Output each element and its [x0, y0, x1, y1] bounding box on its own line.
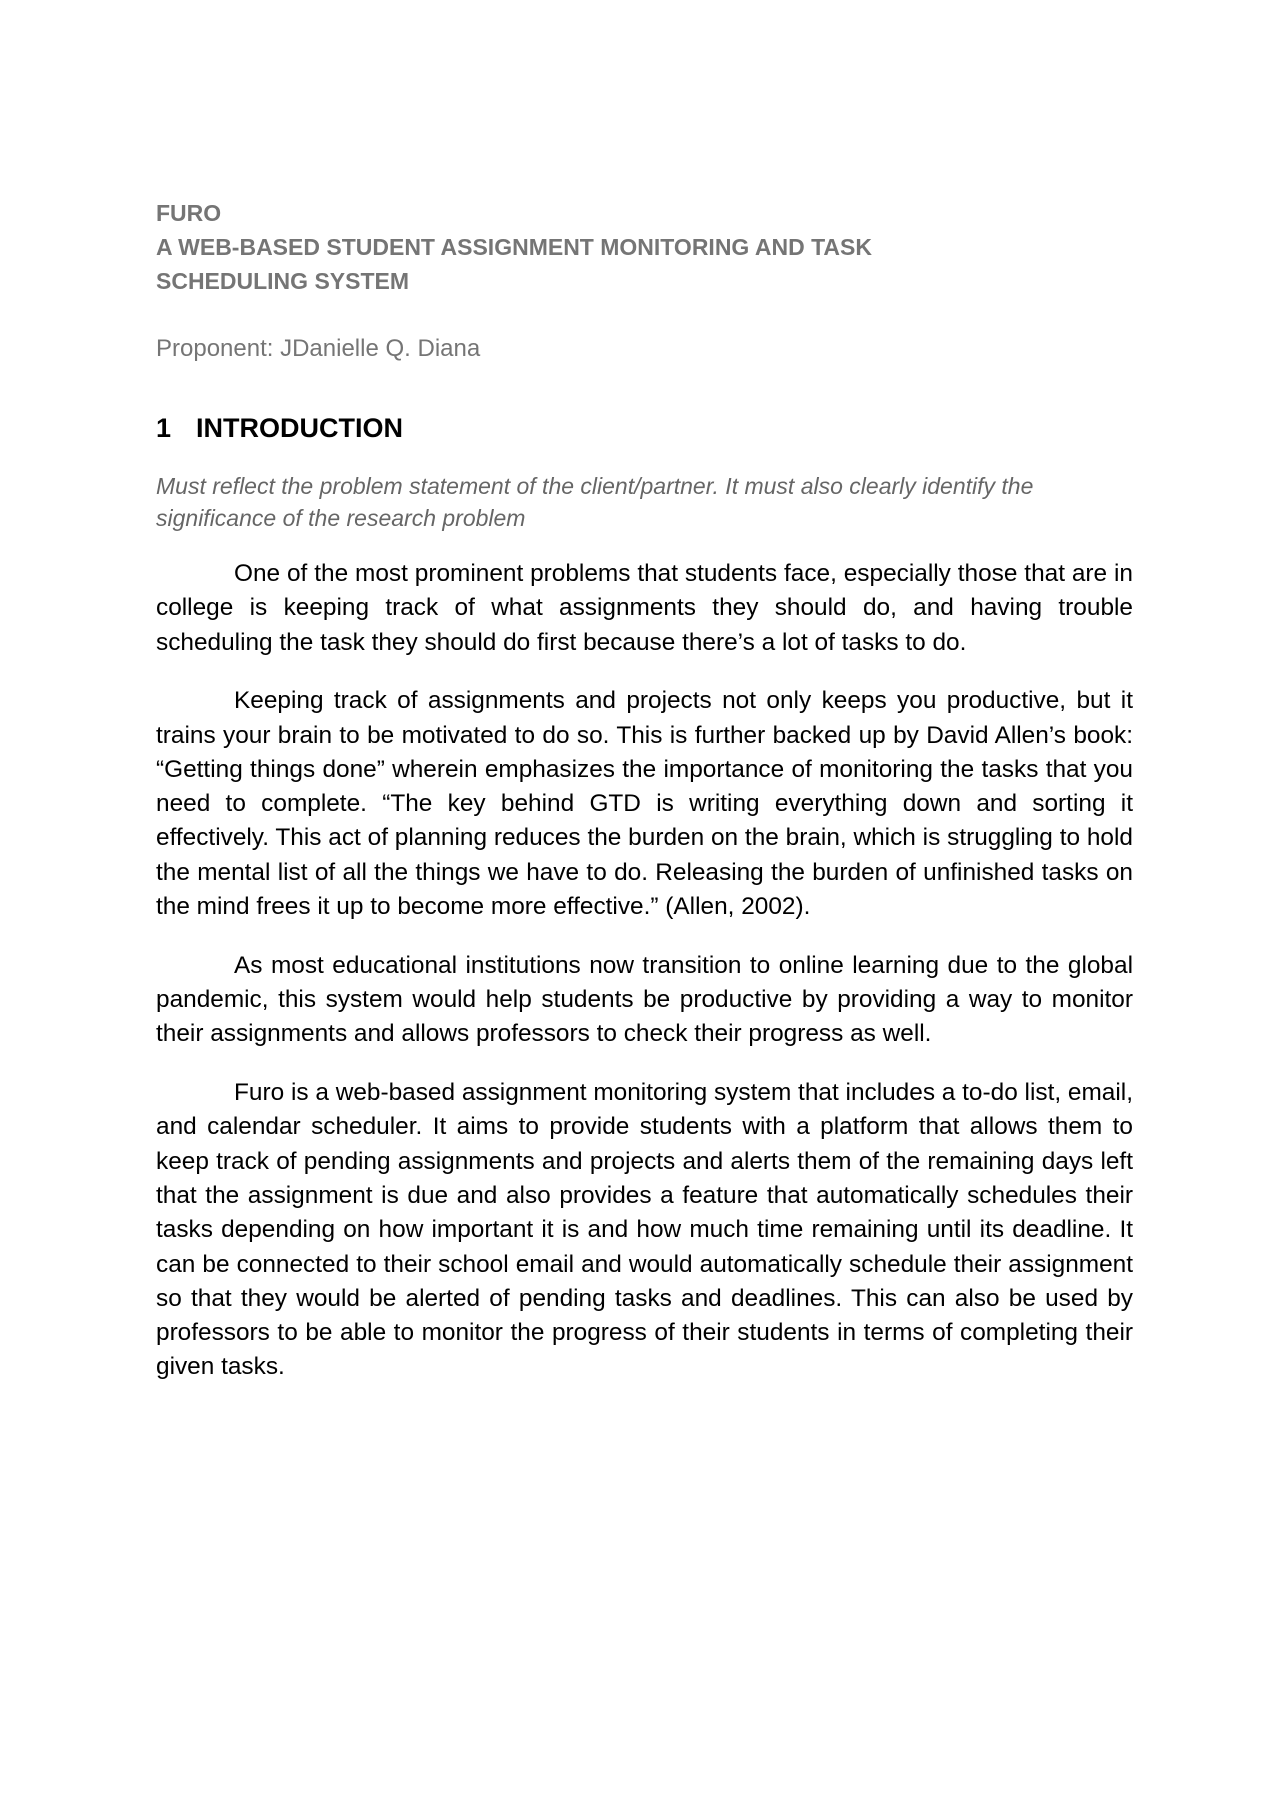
body-paragraph-3: As most educational institutions now transition to online learning due to the global pandemic, this system would help students be productive by providing a way to monitor their assignments and allows professors to check their progress as well.: [156, 951, 1133, 1048]
body-paragraph-2: Keeping track of assignments and projects not only keeps you productive, but it trains your brain to be motivated to do so. This is further backed up by David Allen’s book: “Getting things done” wherein emphasizes the importance of monitoring the tasks that you need to complete. “The key behind GTD is writing everything down and sorting it effectively. This act of planning reduces the burden on the brain, which is struggling to hold the mental list of all the things we have to do. Releasing the burden of unfinished tasks on the mind frees it up to become more effective.” (Allen, 2002).: [156, 687, 1133, 921]
body-paragraph-1: One of the most prominent problems that students face, especially those that are in college is keeping track of what assignments they should do, and having trouble scheduling the task they should do first because there’s a lot of tasks to do.: [156, 560, 1133, 656]
page-content: [156, 196, 1133, 1409]
body-paragraph-4: Furo is a web-based assignment monitoring system that includes a to-do list, email, and calendar scheduler. It aims to provide students with a platform that allows them to keep track of pending assignments and projects and alerts them of the remaining days left that the assignment is due and also provides a feature that automatically schedules their tasks depending on how important it is and how much time remaining until its deadline. It can be connected to their school email and would automatically schedule their assignment so that they would be alerted of pending tasks and deadlines. This can also be used by professors to be able to monitor the progress of their students in terms of completing their given tasks.: [156, 1079, 1133, 1381]
section-heading-introduction: [156, 410, 1133, 446]
guideline-note: Must reflect the problem statement of the client/partner. It must also clearly identify the significance of the research problem: [156, 473, 1034, 531]
document-title: [156, 196, 1133, 298]
title-line-subtitle-2: SCHEDULING SYSTEM: [156, 268, 410, 294]
proponent-line: Proponent: JDanielle Q. Diana: [156, 335, 481, 362]
title-line-system-name: FURO: [156, 200, 222, 226]
title-line-subtitle-1: A WEB-BASED STUDENT ASSIGNMENT MONITORING AND TASK: [156, 234, 872, 260]
section-number: 1: [156, 413, 172, 443]
section-title: INTRODUCTION: [196, 413, 403, 443]
